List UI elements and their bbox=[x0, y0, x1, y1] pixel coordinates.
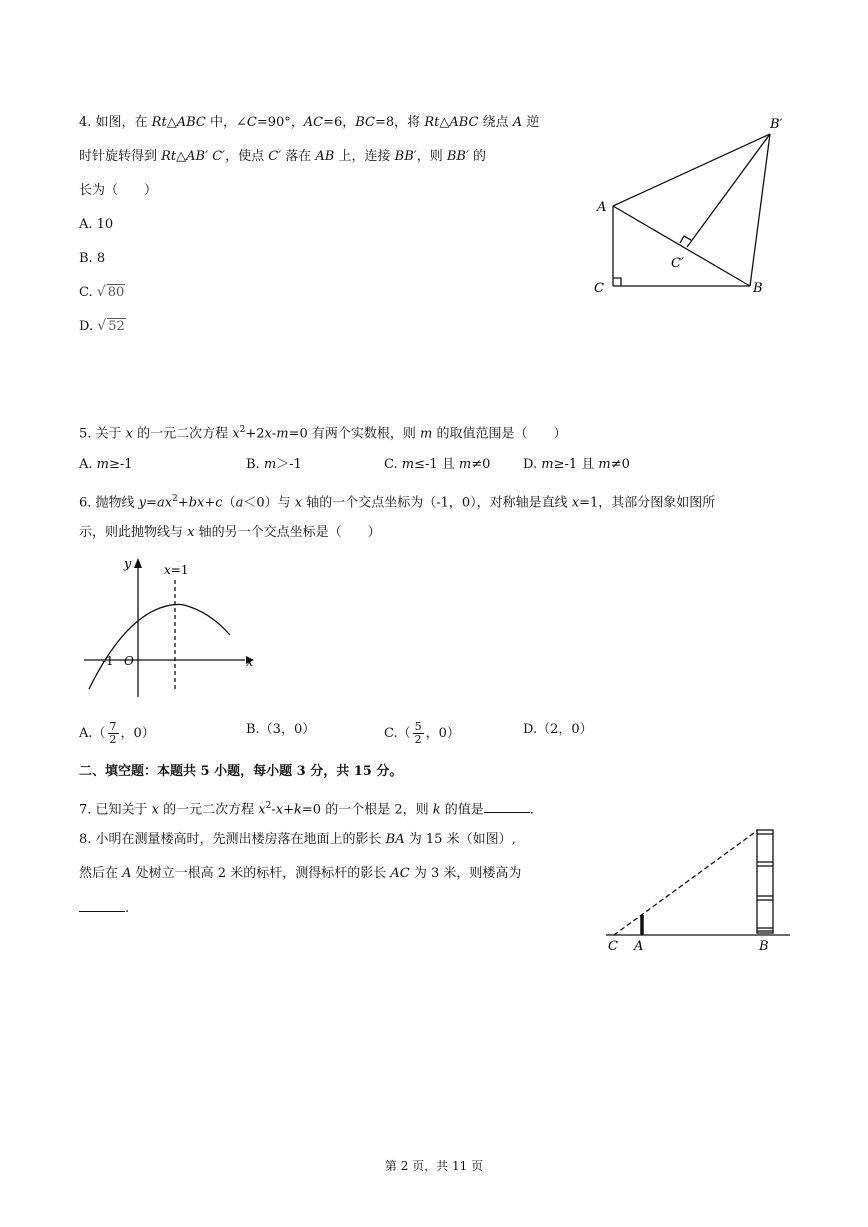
label-a: A bbox=[634, 939, 644, 954]
q6-line-1: 6. 抛物线 $y=ax^2+bx+c(a<0)$与 x 轴的一个交点坐标为（-1，0），对称轴是直线 x=1，其部分图象如图所 bbox=[79, 494, 716, 511]
seg-ab bbox=[613, 206, 750, 286]
answer-blank bbox=[484, 800, 530, 813]
q4-figure bbox=[585, 110, 795, 305]
q7-line: 7. 已知关于 x 的一元二次方程 $x^2-x+k=0$ 的一个根是 2，则 k 的值是 . bbox=[79, 801, 534, 818]
q8-line-2: 然后在 A 处树立一根高 2 米的标杆，测得标杆的影长 AC 为 3 米，则楼高为 bbox=[79, 866, 522, 881]
q4-option-c: C. √ 80 bbox=[79, 284, 125, 302]
q6-option-d: D.（2，0） bbox=[523, 722, 593, 737]
section-2-heading: 二、填空题：本题共 5 小题，每小题 3 分，共 15 分。 bbox=[79, 764, 403, 779]
q6-option-c: C.（ $\frac{5}{2}$ ，0） bbox=[384, 720, 460, 746]
q6-figure bbox=[80, 552, 265, 702]
fraction-7-2: $\frac{7}{2}$ bbox=[109, 720, 117, 746]
label-y: y bbox=[124, 557, 132, 572]
page-footer: 第 2 页，共 11 页 bbox=[384, 1159, 484, 1173]
q6-option-b: B.（3，0） bbox=[246, 722, 316, 737]
q4-line-3: 长为（ ） bbox=[79, 183, 158, 198]
label-c-prime: C′ bbox=[671, 256, 684, 271]
q8-line-1: 8. 小明在测量楼高时，先测出楼房落在地面上的影长 BA 为 15 米（如图）, bbox=[79, 832, 516, 847]
q5-line-1: 5. 关于 x 的一元二次方程 $x^2+2x-m=0$ 有两个实数根，则 m 的取值范围是（ ） bbox=[79, 425, 567, 442]
label-x: x bbox=[246, 655, 254, 670]
label-c: C bbox=[594, 281, 604, 296]
label-symmetry: x=1 bbox=[164, 563, 189, 577]
q5-option-d: D. m≥-1 且 m≠0 bbox=[523, 457, 630, 472]
q6-line-2: 示，则此抛物线与 x 轴的另一个交点坐标是（ ） bbox=[79, 525, 381, 540]
sqrt-80: √ 80 bbox=[97, 284, 126, 302]
shadow-line bbox=[614, 830, 758, 935]
label-b: B bbox=[753, 281, 763, 296]
label-b-prime: B′ bbox=[770, 117, 783, 132]
q4-option-d: D. √ 52 bbox=[79, 318, 126, 336]
sqrt-52: √ 52 bbox=[97, 318, 126, 336]
q5-option-a: A. m≥-1 bbox=[79, 457, 133, 472]
q8-line-3: . bbox=[79, 899, 129, 918]
label-a: A bbox=[597, 200, 607, 215]
q4-line-2: 时针旋转得到 Rt△AB′ C′，使点 C′ 落在 AB 上，连接 BB′，则 BB′ 的 bbox=[79, 149, 487, 164]
right-angle-c bbox=[613, 278, 621, 286]
seg-ab-prime bbox=[613, 134, 770, 206]
label-neg1: -1 bbox=[102, 654, 114, 668]
q8-figure bbox=[600, 822, 795, 957]
q5-option-b: B. m＞-1 bbox=[246, 457, 302, 472]
label-origin: O bbox=[124, 654, 134, 668]
parabola-curve bbox=[89, 604, 230, 689]
q6-option-a: A.（ $\frac{7}{2}$ ，0） bbox=[79, 720, 155, 746]
label-c: C bbox=[608, 939, 618, 954]
y-axis-arrow bbox=[134, 558, 142, 568]
answer-blank bbox=[79, 899, 125, 912]
q4-line-1: 4. 如图，在 Rt△ABC 中，∠C=90°，AC=6，BC=8，将 Rt△ABC 绕点 A 逆 bbox=[79, 115, 540, 130]
q4-option-a: A. 10 bbox=[79, 217, 114, 232]
q4-option-b: B. 8 bbox=[79, 251, 106, 266]
fraction-5-2: $\frac{5}{2}$ bbox=[414, 720, 422, 746]
building bbox=[757, 830, 773, 933]
q5-option-c: C. m≤-1 且 m≠0 bbox=[384, 457, 491, 472]
label-b: B bbox=[759, 939, 769, 954]
right-angle-c-prime bbox=[680, 236, 691, 243]
